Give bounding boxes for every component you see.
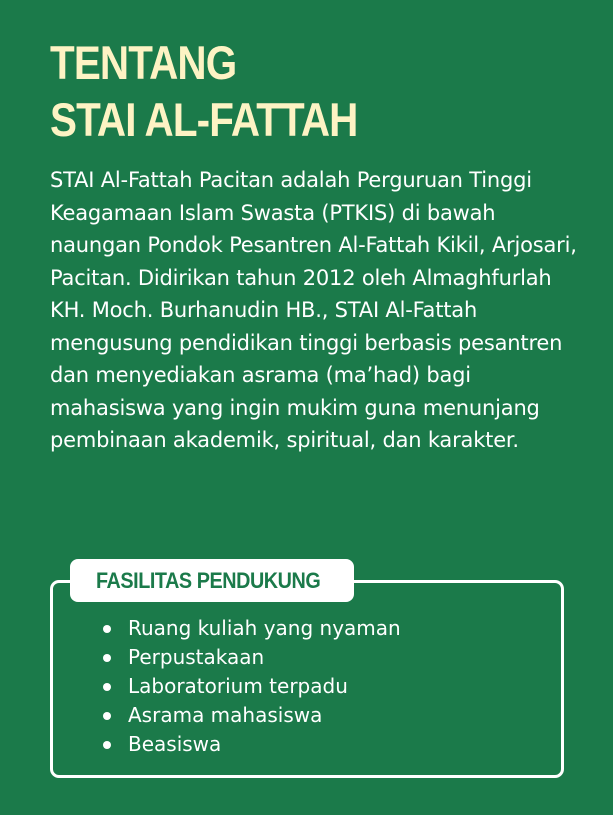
bullet-icon	[103, 654, 111, 662]
facility-item	[100, 614, 401, 643]
page-title-line-1: TENTANG	[50, 36, 237, 89]
bullet-icon	[103, 712, 111, 720]
facility-item-label: Beasiswa	[128, 732, 222, 756]
facility-item-label: Perpustakaan	[128, 645, 265, 669]
bullet-icon	[103, 741, 111, 749]
facility-item	[100, 643, 401, 672]
bullet-icon	[103, 683, 111, 691]
facility-item	[100, 672, 401, 701]
page-title	[50, 34, 358, 148]
facility-item-label: Ruang kuliah yang nyaman	[128, 616, 401, 640]
facility-item	[100, 730, 401, 759]
facilities-list	[100, 614, 401, 759]
page-title-line-2: STAI AL-FATTAH	[50, 93, 358, 146]
bullet-icon	[103, 625, 111, 633]
facility-item-label: Asrama mahasiswa	[128, 703, 323, 727]
description-paragraph: STAI Al-Fattah Pacitan adalah Perguruan Tinggi Keagamaan Islam Swasta (PTKIS) di bawah naungan Pondok Pesantren Al-Fattah Kikil, Arjosari, Pacitan. Didirikan tahun 2012 oleh Almaghfurlah KH. Moch. Burhanudin HB., STAI Al-Fattah mengusung pendidikan tinggi berbasis pesantren dan menyediakan asrama (ma’had) bagi mahasiswa yang ingin mukim guna menunjang pembinaan akademik, spiritual, dan karakter.	[50, 168, 577, 452]
facility-item	[100, 701, 401, 730]
facility-item-label: Laboratorium terpadu	[128, 674, 348, 698]
facilities-heading: FASILITAS PENDUKUNG	[96, 568, 321, 593]
